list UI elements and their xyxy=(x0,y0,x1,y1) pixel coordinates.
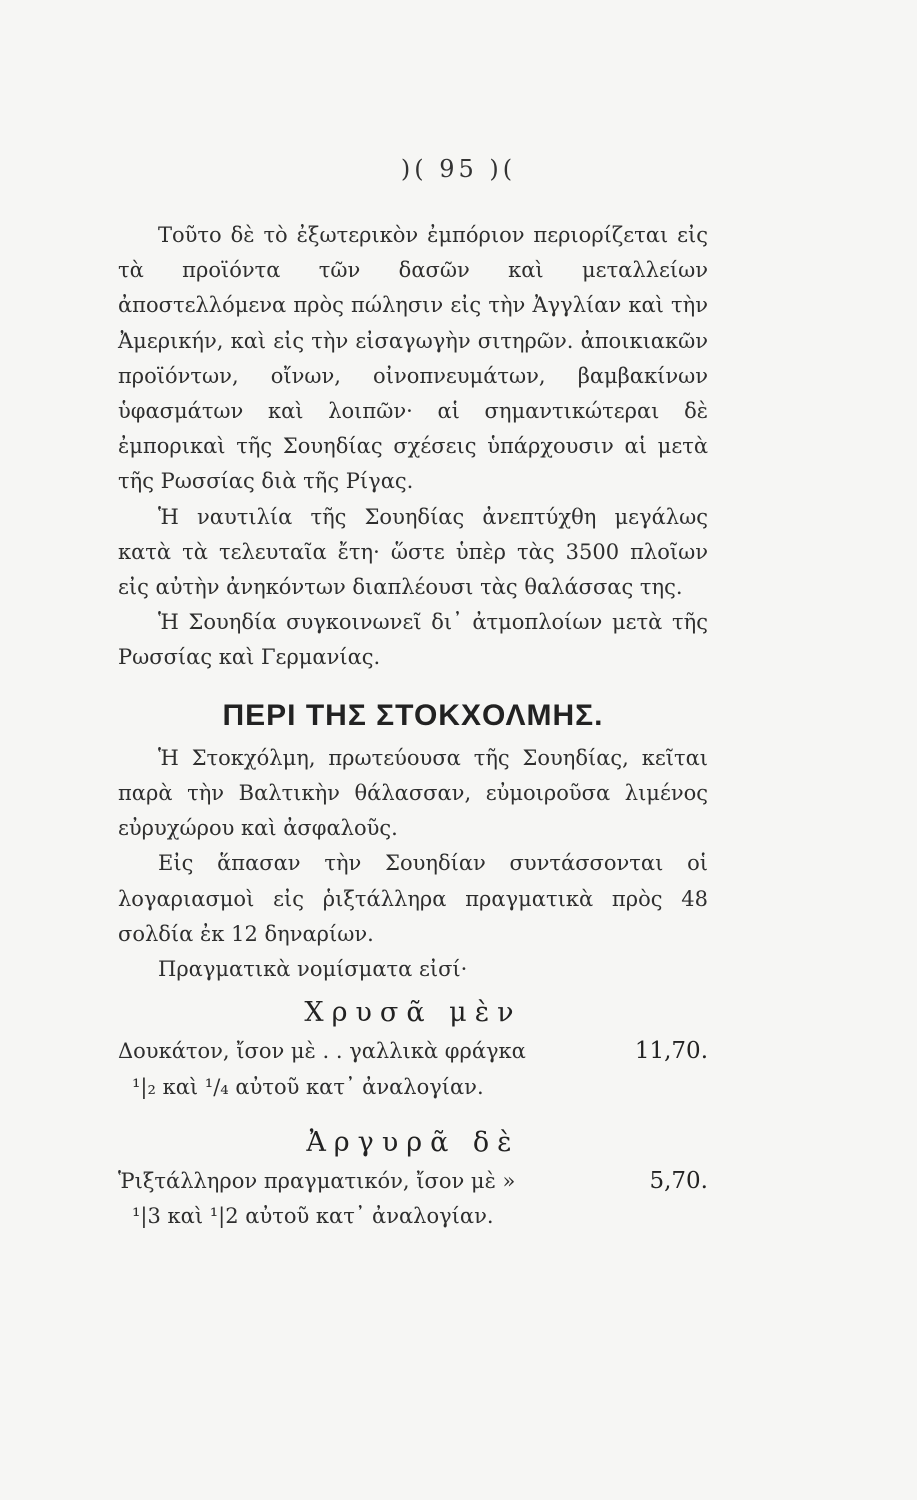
silver-coin-label: Ῥιξτάλληρον πραγματικόν, ἴσον μὲ » xyxy=(118,1169,516,1194)
gold-coin-value: 11,70. xyxy=(634,1038,708,1065)
paragraph-trade: Τοῦτο δὲ τὸ ἐξωτερικὸν ἐμπόριον περιορίζεται εἰς τὰ προϊόντα τῶν δασῶν καὶ μεταλλείων ἀποστελλόμενα πρὸς πώλησιν εἰς τὴν Ἀγγλίαν καὶ τὴν Ἀμερικήν, καὶ εἰς τὴν εἰσαγωγὴν σιτηρῶν. ἀποικιακῶν προϊόντων, οἴνων, οἰνοπνευμάτων, βαμβακίνων ὑφασμάτων καὶ λοιπῶν· αἱ σημαντικώτεραι δὲ ἐμπορικαὶ τῆς Σουηδίας σχέσεις ὑπάρχουσιν αἱ μετὰ τῆς Ρωσσίας διὰ τῆς Ρίγας. xyxy=(118,223,708,494)
paragraph-coins-intro: Πραγματικὰ νομίσματα εἰσί· xyxy=(158,957,468,982)
gold-coins-title: Χρυσᾶ μὲν xyxy=(304,997,522,1029)
gold-coin-row xyxy=(118,1034,708,1069)
paragraph-steamships: Ἡ Σουηδία συγκοινωνεῖ δι᾽ ἀτμοπλοίων μετὰ τῆς Ρωσσίας καὶ Γερμανίας. xyxy=(118,610,708,670)
silver-coin-value: 5,70. xyxy=(649,1168,708,1195)
gold-coin-label: Δουκάτον, ἴσον μὲ . . γαλλικὰ φράγκα xyxy=(118,1039,526,1064)
section-title: ΠΕΡΙ ΤΗΣ ΣΤΟΚΧΟΛΜΗΣ. xyxy=(222,698,604,732)
paragraph-stockholm: Ἡ Στοκχόλμη, πρωτεύουσα τῆς Σουηδίας, κεῖται παρὰ τὴν Βαλτικὴν θάλασσαν, εὐμοιροῦσα λιμένος εὐρυχώρου καὶ ἀσφαλοῦς. xyxy=(118,745,708,841)
silver-coins-title: Ἀργυρᾶ δὲ xyxy=(306,1126,520,1158)
silver-coin-row xyxy=(118,1164,708,1199)
page-body xyxy=(118,218,708,1234)
spacer xyxy=(118,1105,708,1117)
page-number: )( 95 )( xyxy=(400,155,517,183)
silver-coin-note: ¹|3 καὶ ¹|2 αὐτοῦ κατ᾽ ἀναλογίαν. xyxy=(132,1204,494,1229)
paragraph-shipping: Ἡ ναυτιλία τῆς Σουηδίας ἀνεπτύχθη μεγάλως κατὰ τὰ τελευταῖα ἔτη· ὥστε ὑπὲρ τὰς 3500 πλοῖων εἰς αὐτὴν ἀνηκόντων διαπλέουσι τὰς θαλάσσας της. xyxy=(118,504,708,600)
paragraph-accounts: Εἰς ἅπασαν τὴν Σουηδίαν συντάσσονται οἱ λογαριασμοὶ εἰς ῥιξτάλληρα πραγματικὰ πρὸς 48 σολδία ἐκ 12 δηναρίων. xyxy=(118,851,708,946)
gold-coin-note: ¹|₂ καὶ ¹/₄ αὐτοῦ κατ᾽ ἀναλογίαν. xyxy=(132,1074,484,1099)
